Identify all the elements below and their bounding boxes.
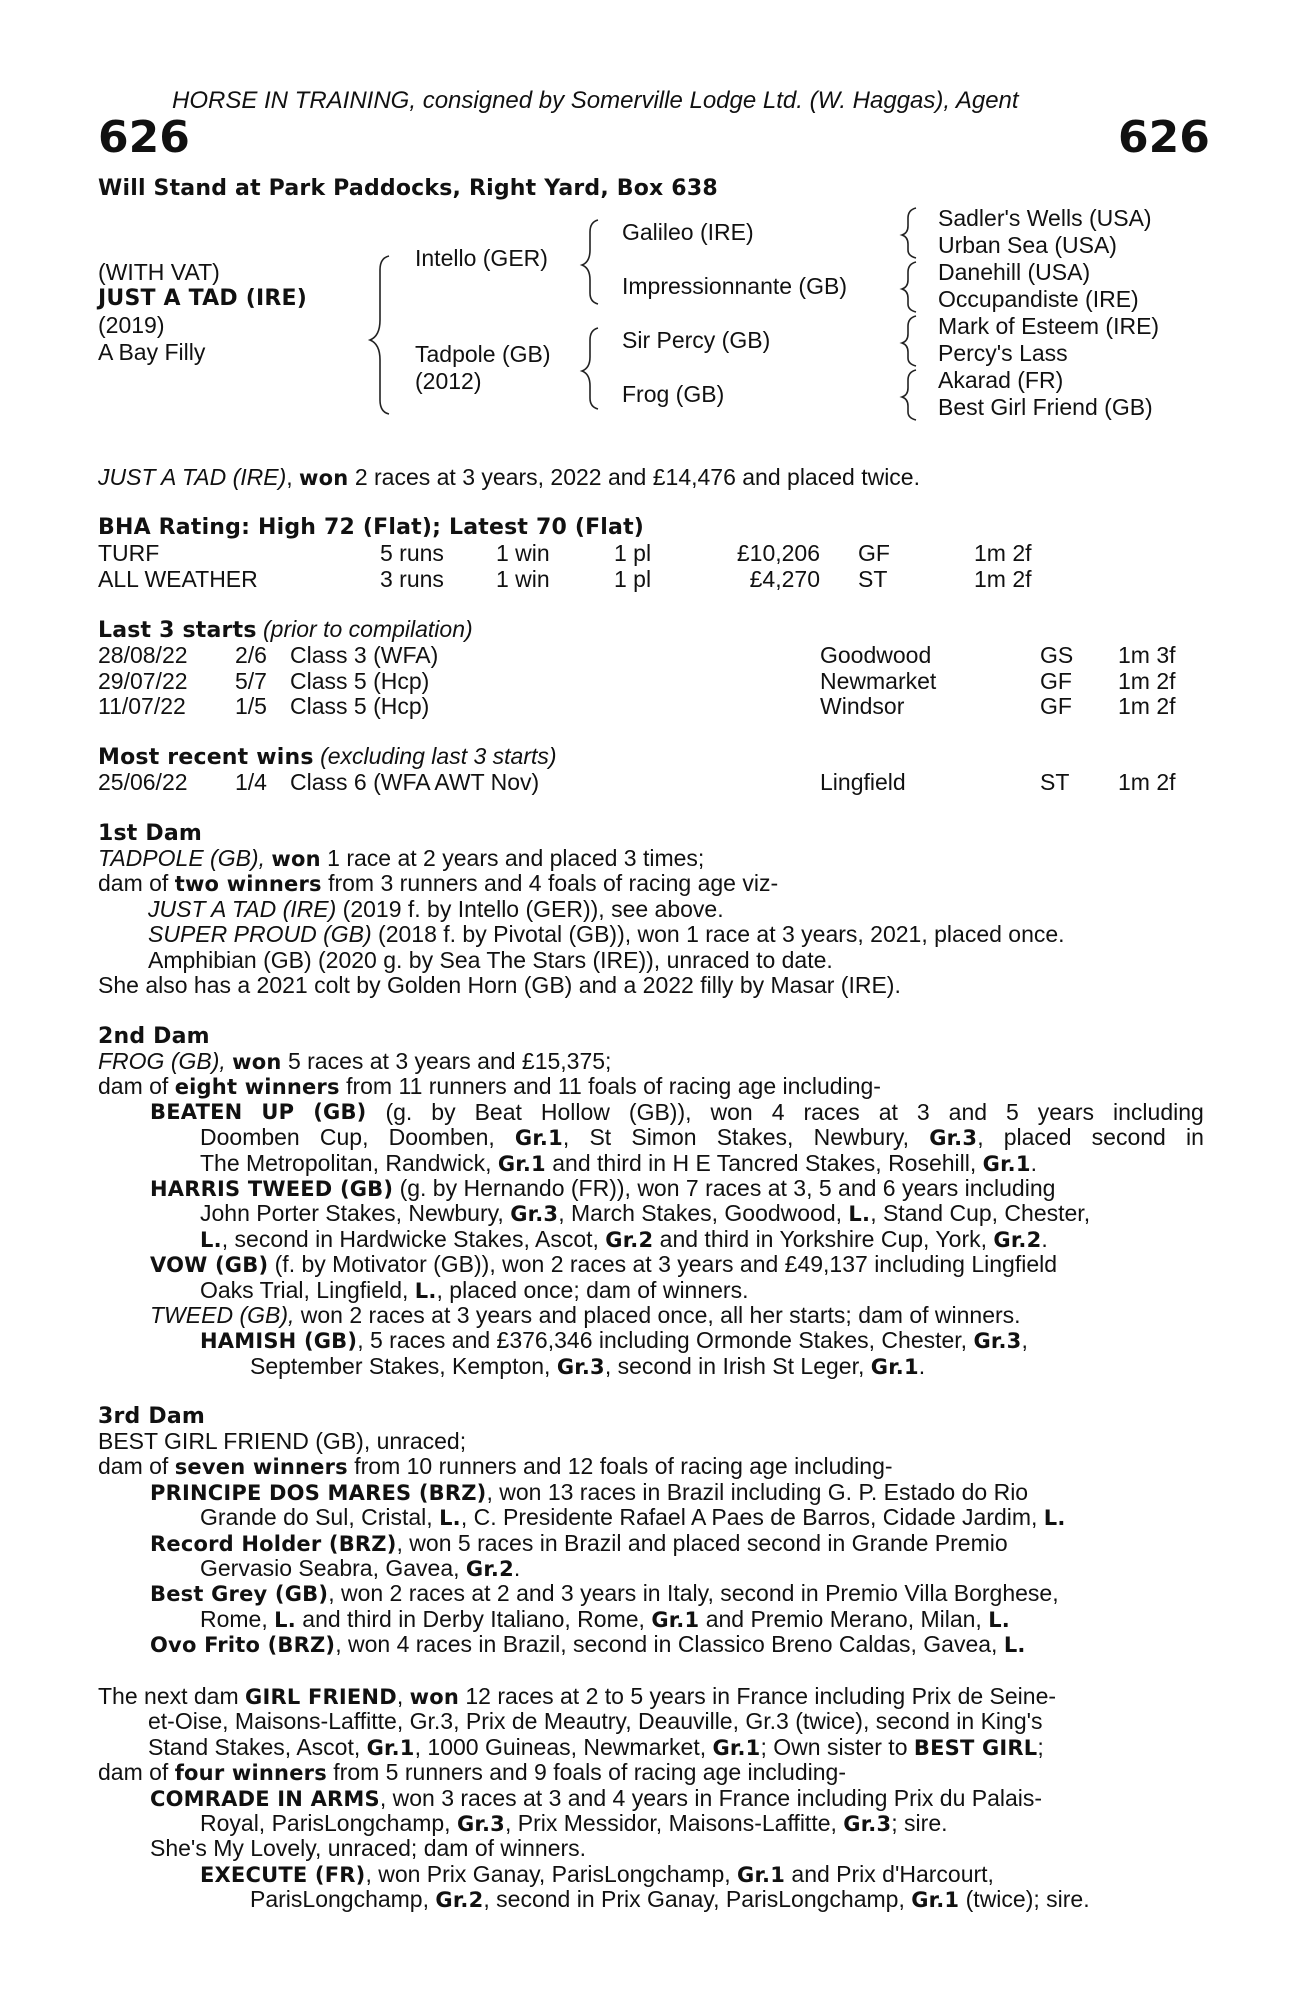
mare-name: TWEED (GB), bbox=[150, 1301, 295, 1328]
text: John Porter Stakes, Newbury, bbox=[200, 1200, 504, 1227]
sml-line bbox=[98, 1836, 1204, 1861]
start-date: 28/08/22 bbox=[98, 642, 188, 668]
start-position: 1/5 bbox=[235, 693, 267, 719]
text: , C. Presidente Rafael A Paes de Barros, Cidade Jardim, bbox=[460, 1504, 1038, 1531]
beaten-up-line bbox=[98, 1100, 1204, 1125]
horse-year: (2019) bbox=[98, 312, 165, 338]
vow-line bbox=[98, 1252, 1204, 1277]
offspring-name: SUPER PROUD (GB) bbox=[148, 921, 372, 948]
winner-name: BEATEN bbox=[150, 1099, 243, 1124]
rating-row bbox=[98, 541, 1058, 567]
win-going: ST bbox=[1040, 769, 1070, 795]
start-row bbox=[98, 669, 1198, 695]
rating-placed: 1 pl bbox=[614, 566, 652, 592]
principe-line bbox=[98, 1505, 1204, 1530]
summary-horse-name: JUST A TAD (IRE) bbox=[98, 464, 287, 490]
dam2-won: won bbox=[232, 1050, 282, 1074]
text: dam of bbox=[98, 1073, 169, 1100]
word: in bbox=[1186, 1124, 1204, 1151]
hamish-line bbox=[98, 1328, 1204, 1353]
word: Newbury, bbox=[813, 1124, 910, 1151]
tweed-line bbox=[98, 1303, 1204, 1328]
text: and Premio Merano, Milan, bbox=[705, 1605, 982, 1632]
grade: Gr.1 bbox=[737, 1862, 786, 1887]
win-row bbox=[98, 770, 1198, 796]
pedigree-ddd: Best Girl Friend (GB) bbox=[938, 394, 1153, 420]
word: and bbox=[948, 1098, 988, 1125]
word: Doomben, bbox=[388, 1124, 495, 1151]
winner-name: PRINCIPE DOS MARES (BRZ) bbox=[150, 1480, 487, 1505]
next-dam-line: The next dam GIRL FRIEND, won 12 races at 2 to 5 years in France including Prix de Seine- bbox=[98, 1683, 1057, 1709]
word: Beat bbox=[474, 1098, 522, 1125]
winner-name: Best Grey (GB) bbox=[150, 1582, 329, 1607]
dam1-record: 1 race at 2 years and placed 3 times; bbox=[327, 845, 705, 871]
vat-label: (WITH VAT) bbox=[98, 259, 220, 285]
text: She also has a 2021 colt by Golden Horn (GB) and a 2022 filly by Masar (IRE). bbox=[98, 971, 901, 998]
pedigree-dam-dam: Frog (GB) bbox=[622, 381, 725, 407]
dam1-offspring bbox=[98, 897, 1198, 922]
grade: L. bbox=[200, 1227, 222, 1252]
word: Simon bbox=[631, 1124, 697, 1151]
rating-runs: 5 runs bbox=[380, 540, 444, 566]
start-distance: 1m 2f bbox=[1118, 693, 1176, 719]
winner-name: HARRIS TWEED (GB) bbox=[150, 1176, 394, 1201]
word: 3 bbox=[916, 1098, 930, 1125]
start-race: Class 3 (WFA) bbox=[290, 642, 439, 668]
text: (twice); sire. bbox=[965, 1886, 1090, 1913]
word: St bbox=[589, 1124, 612, 1151]
text: September Stakes, Kempton, bbox=[250, 1352, 551, 1379]
dam3-heading: 3rd Dam bbox=[98, 1404, 205, 1429]
text: (g. by Hernando (FR)), won 7 races at 3, 5 and 6 years including bbox=[399, 1174, 1056, 1201]
rating-row bbox=[98, 567, 1058, 593]
text: , placed once; dam of winners. bbox=[436, 1276, 749, 1303]
harris-tweed-line bbox=[98, 1201, 1204, 1226]
pedigree-sire: Intello (GER) bbox=[415, 245, 548, 271]
word: including bbox=[1113, 1098, 1204, 1125]
pedigree-dss: Mark of Esteem (IRE) bbox=[938, 313, 1160, 339]
text: ; sire. bbox=[891, 1809, 948, 1836]
text: , second in Prix Ganay, ParisLongchamp, bbox=[483, 1886, 905, 1913]
dam3-line bbox=[98, 1454, 1204, 1479]
execute-line bbox=[98, 1887, 1204, 1912]
pedigree-sds: Danehill (USA) bbox=[938, 259, 1091, 285]
rating-title: BHA Rating: High 72 (Flat); Latest 70 (Flat) bbox=[98, 515, 645, 540]
word: 5 bbox=[1006, 1098, 1019, 1125]
consignment-line: HORSE IN TRAINING, consigned by Somerville Lodge Ltd. (W. Haggas), Agent bbox=[172, 87, 1019, 114]
dam2-section bbox=[98, 1049, 1204, 1379]
dam2-line bbox=[98, 1074, 1204, 1099]
grade: L. bbox=[1043, 1506, 1066, 1531]
start-going: GF bbox=[1040, 693, 1072, 719]
text: ; bbox=[1037, 1733, 1044, 1760]
text: dam of bbox=[98, 1453, 169, 1480]
winner-name: Ovo Frito (BRZ) bbox=[150, 1633, 336, 1658]
text: won 2 races at 3 years and placed once, all her starts; dam of winners. bbox=[300, 1301, 1021, 1328]
winners-count: four winners bbox=[174, 1761, 327, 1786]
pedigree-sss: Sadler's Wells (USA) bbox=[938, 205, 1152, 231]
pedigree-sire-dam: Impressionnante (GB) bbox=[622, 273, 847, 299]
text: and third in Derby Italiano, Rome, bbox=[302, 1605, 645, 1632]
horse-name: JUST A TAD (IRE) bbox=[98, 286, 307, 311]
grade: L. bbox=[414, 1278, 437, 1303]
text: Stand Stakes, Ascot, bbox=[148, 1733, 361, 1760]
pedigree-dam-year: (2012) bbox=[415, 368, 482, 394]
harris-tweed-line bbox=[98, 1176, 1204, 1201]
start-course: Newmarket bbox=[820, 668, 937, 694]
dam1-name: TADPOLE (GB), bbox=[98, 845, 265, 871]
lot-number-right: 626 bbox=[1118, 112, 1210, 163]
text: 12 races at 2 to 5 years in France including Prix de Seine- bbox=[465, 1683, 1057, 1709]
word: , bbox=[562, 1124, 570, 1151]
race-summary: JUST A TAD (IRE), won 2 races at 3 years, 2022 and £14,476 and placed twice. bbox=[98, 464, 920, 490]
dam1-won: won bbox=[271, 847, 321, 871]
grade: Gr.3 bbox=[510, 1202, 559, 1227]
text: dam of bbox=[98, 1759, 169, 1786]
text: . bbox=[1041, 1225, 1048, 1252]
offspring-record: (2018 f. by Pivotal (GB)), won 1 race at 3 years, 2021, placed once. bbox=[378, 921, 1065, 948]
word: Cup, bbox=[319, 1124, 369, 1151]
dam2-name: FROG (GB), bbox=[98, 1048, 226, 1074]
best-grey-line bbox=[98, 1607, 1204, 1632]
dam1-line bbox=[98, 871, 1198, 896]
start-distance: 1m 3f bbox=[1118, 642, 1176, 668]
next-dam-line bbox=[98, 1735, 1204, 1760]
text: , won 5 races in Brazil and placed second in Grande Premio bbox=[396, 1529, 1008, 1556]
text: , won 3 races at 3 and 4 years in France including Prix du Palais- bbox=[379, 1784, 1043, 1811]
last-starts-title: Last 3 starts bbox=[98, 618, 257, 643]
next-dam-line bbox=[98, 1760, 1204, 1785]
grade: Gr.1 bbox=[982, 1151, 1031, 1176]
rating-distance: 1m 2f bbox=[974, 540, 1032, 566]
hamish-line bbox=[98, 1354, 1204, 1379]
grade: Gr.2 bbox=[605, 1227, 654, 1252]
text: Rome, bbox=[200, 1605, 268, 1632]
text: , bbox=[1021, 1327, 1028, 1354]
winner-name: UP bbox=[261, 1099, 295, 1124]
record-holder-line bbox=[98, 1531, 1204, 1556]
start-race: Class 5 (Hcp) bbox=[290, 668, 430, 694]
summary-rest: 2 races at 3 years, 2022 and £14,476 and placed twice. bbox=[354, 464, 920, 490]
last-starts-note: (prior to compilation) bbox=[263, 616, 473, 642]
text: and Prix d'Harcourt, bbox=[791, 1860, 994, 1887]
start-distance: 1m 2f bbox=[1118, 668, 1176, 694]
comrade-line bbox=[98, 1811, 1204, 1836]
grade: Gr.3 bbox=[556, 1354, 605, 1379]
dam2-heading: 2nd Dam bbox=[98, 1024, 210, 1049]
dam2-line bbox=[98, 1049, 1204, 1074]
rating-going: GF bbox=[858, 540, 890, 566]
text: . bbox=[918, 1352, 926, 1379]
grade: Gr.1 bbox=[497, 1151, 546, 1176]
start-going: GS bbox=[1040, 642, 1074, 668]
dam1-line bbox=[98, 846, 1198, 871]
winner-name: VOW (GB) bbox=[150, 1253, 269, 1278]
dam1-also bbox=[98, 973, 1198, 998]
word: years bbox=[1037, 1098, 1095, 1125]
word: (g. bbox=[385, 1098, 413, 1125]
win-course: Lingfield bbox=[820, 769, 906, 795]
grade: L. bbox=[1003, 1633, 1026, 1658]
winner-name: (GB) bbox=[313, 1099, 367, 1124]
pedigree-dsd: Percy's Lass bbox=[938, 340, 1068, 366]
record-holder-line bbox=[98, 1556, 1204, 1581]
rating-surface: TURF bbox=[98, 540, 160, 566]
text: and third in H E Tancred Stakes, Rosehill, bbox=[552, 1149, 977, 1176]
rating-prize: £4,270 bbox=[749, 566, 820, 592]
grade: Gr.3 bbox=[973, 1329, 1022, 1354]
word: at bbox=[878, 1098, 898, 1125]
word: Doomben bbox=[200, 1124, 300, 1151]
dam1-offspring bbox=[98, 948, 1198, 973]
recent-wins-title: Most recent wins bbox=[98, 745, 314, 770]
harris-tweed-line bbox=[98, 1227, 1204, 1252]
start-position: 5/7 bbox=[235, 668, 267, 694]
win-position: 1/4 bbox=[235, 769, 267, 795]
recent-wins-heading bbox=[98, 744, 557, 770]
start-course: Windsor bbox=[820, 693, 905, 719]
won: won bbox=[409, 1685, 459, 1709]
winner-name: COMRADE IN ARMS bbox=[150, 1786, 380, 1811]
start-date: 11/07/22 bbox=[98, 693, 186, 719]
grade: Gr.1 bbox=[366, 1735, 415, 1760]
principe-line bbox=[98, 1480, 1204, 1505]
next-dam-line bbox=[98, 1709, 1204, 1734]
text: from 10 runners and 12 foals of racing age including- bbox=[354, 1453, 893, 1480]
text: from 5 runners and 9 foals of racing age including- bbox=[333, 1759, 846, 1786]
vow-line bbox=[98, 1278, 1204, 1303]
winner-name: EXECUTE (FR) bbox=[200, 1862, 366, 1887]
text: , 5 races and £376,346 including Ormonde Stakes, Chester, bbox=[357, 1327, 968, 1354]
text: (f. by Motivator (GB)), won 2 races at 3 years and £49,137 including Lingfield bbox=[274, 1251, 1058, 1278]
winners-count: eight winners bbox=[174, 1075, 340, 1100]
next-dam-section bbox=[98, 1684, 1204, 1913]
word: by bbox=[431, 1098, 456, 1125]
win-date: 25/06/22 bbox=[98, 769, 188, 795]
grade: Gr.3 bbox=[929, 1126, 978, 1151]
rating-surface: ALL WEATHER bbox=[98, 566, 258, 592]
grade: Gr.1 bbox=[514, 1126, 563, 1151]
start-position: 2/6 bbox=[235, 642, 267, 668]
text: Royal, ParisLongchamp, bbox=[200, 1809, 451, 1836]
pedigree-dam: Tadpole (GB) bbox=[415, 341, 551, 367]
word: 4 bbox=[771, 1098, 785, 1125]
word: second bbox=[1091, 1124, 1166, 1151]
text: , won 2 races at 2 and 3 years in Italy, second in Premio Villa Borghese, bbox=[328, 1580, 1059, 1607]
text: , won Prix Ganay, ParisLongchamp, bbox=[365, 1860, 731, 1887]
lot-number-left: 626 bbox=[98, 112, 190, 163]
dam2-record: 5 races at 3 years and £15,375; bbox=[287, 1048, 612, 1074]
grade: Gr.1 bbox=[651, 1607, 700, 1632]
start-race: Class 5 (Hcp) bbox=[290, 693, 430, 719]
start-row bbox=[98, 694, 1198, 720]
offspring-record: (2019 f. by Intello (GER)), see above. bbox=[342, 895, 724, 922]
text: . bbox=[513, 1554, 521, 1581]
win-distance: 1m 2f bbox=[1118, 769, 1176, 795]
grade: Gr.1 bbox=[870, 1354, 919, 1379]
text: , March Stakes, Goodwood, bbox=[558, 1200, 843, 1227]
grade: L. bbox=[439, 1506, 461, 1531]
word: Stakes, bbox=[716, 1124, 794, 1151]
ovo-frito-line bbox=[98, 1632, 1204, 1657]
text: Oaks Trial, Lingfield, bbox=[200, 1276, 409, 1303]
grade: Gr.3 bbox=[456, 1811, 505, 1836]
text: , 1000 Guineas, Newmarket, bbox=[414, 1733, 707, 1760]
word: placed bbox=[1003, 1124, 1072, 1151]
mare-name: BEST GIRL bbox=[913, 1735, 1038, 1760]
offspring-name: JUST A TAD (IRE) bbox=[148, 895, 337, 922]
text: ; Own sister to bbox=[760, 1733, 908, 1760]
grade: Gr.2 bbox=[465, 1556, 514, 1581]
pedigree-ssd: Urban Sea (USA) bbox=[938, 232, 1117, 258]
last-starts-heading bbox=[98, 617, 473, 643]
text: ParisLongchamp, bbox=[250, 1886, 429, 1913]
beaten-up-line bbox=[98, 1125, 1204, 1150]
grade: Gr.2 bbox=[993, 1227, 1042, 1252]
win-race: Class 6 (WFA AWT Nov) bbox=[290, 769, 540, 795]
rating-wins: 1 win bbox=[496, 566, 550, 592]
word: , bbox=[977, 1124, 984, 1151]
winners-count: seven winners bbox=[174, 1455, 348, 1480]
winners-count: two winners bbox=[174, 872, 322, 897]
comrade-line bbox=[98, 1786, 1204, 1811]
rating-wins: 1 win bbox=[496, 540, 550, 566]
text: , won 13 races in Brazil including G. P. Estado do Rio bbox=[486, 1478, 1029, 1505]
horse-description: A Bay Filly bbox=[98, 339, 206, 365]
text: The Metropolitan, Randwick, bbox=[200, 1149, 492, 1176]
grade: L. bbox=[988, 1607, 1010, 1632]
rating-prize: £10,206 bbox=[736, 540, 820, 566]
best-grey-line bbox=[98, 1581, 1204, 1606]
summary-won: won bbox=[299, 466, 349, 490]
dam1-offspring bbox=[98, 922, 1198, 947]
rating-going: ST bbox=[858, 566, 888, 592]
grade: L. bbox=[848, 1202, 871, 1227]
text: and third in Yorkshire Cup, York, bbox=[659, 1225, 987, 1252]
grade: Gr.1 bbox=[712, 1735, 761, 1760]
word: races bbox=[803, 1098, 860, 1125]
beaten-up-line bbox=[98, 1151, 1204, 1176]
dam3-line bbox=[98, 1429, 1204, 1454]
text: dam of bbox=[98, 870, 169, 897]
dam1-heading: 1st Dam bbox=[98, 821, 203, 846]
pedigree-dds: Akarad (FR) bbox=[938, 367, 1064, 393]
text: , won 4 races in Brazil, second in Classico Breno Caldas, Gavea, bbox=[335, 1631, 998, 1658]
winner-name: HAMISH (GB) bbox=[200, 1329, 358, 1354]
recent-wins-note: (excluding last 3 starts) bbox=[320, 743, 557, 769]
offspring-record: Amphibian (GB) (2020 g. by Sea The Stars (IRE)), unraced to date. bbox=[148, 946, 833, 973]
text: She's My Lovely, unraced; dam of winners. bbox=[150, 1835, 587, 1862]
grade: Gr.3 bbox=[843, 1811, 892, 1836]
text: The next dam bbox=[98, 1683, 239, 1709]
winner-name: Record Holder (BRZ) bbox=[150, 1531, 397, 1556]
text: from 11 runners and 11 foals of racing age including- bbox=[346, 1073, 881, 1100]
text: from 3 runners and 4 foals of racing age viz- bbox=[328, 870, 779, 897]
pedigree-dam-sire: Sir Percy (GB) bbox=[622, 327, 771, 353]
start-date: 29/07/22 bbox=[98, 668, 188, 694]
dam3-name: BEST GIRL FRIEND (GB), unraced; bbox=[98, 1428, 467, 1454]
dam1-section bbox=[98, 846, 1198, 998]
word: won bbox=[710, 1098, 753, 1125]
pedigree-sdd: Occupandiste (IRE) bbox=[938, 286, 1139, 312]
rating-distance: 1m 2f bbox=[974, 566, 1032, 592]
word: Hollow bbox=[540, 1098, 610, 1125]
text: Gervasio Seabra, Gavea, bbox=[200, 1554, 460, 1581]
dam3-section bbox=[98, 1429, 1204, 1658]
grade: Gr.1 bbox=[911, 1888, 960, 1913]
start-row bbox=[98, 643, 1198, 669]
execute-line bbox=[98, 1862, 1204, 1887]
word: (GB)), bbox=[628, 1098, 692, 1125]
text: , Prix Messidor, Maisons-Laffitte, bbox=[504, 1809, 837, 1836]
start-course: Goodwood bbox=[820, 642, 932, 668]
text: , Stand Cup, Chester, bbox=[870, 1200, 1091, 1227]
grade: L. bbox=[274, 1607, 296, 1632]
mare-name: GIRL FRIEND bbox=[245, 1685, 397, 1709]
rating-placed: 1 pl bbox=[614, 540, 652, 566]
grade: Gr.2 bbox=[435, 1888, 484, 1913]
text: Grande do Sul, Cristal, bbox=[200, 1504, 433, 1531]
text: , second in Irish St Leger, bbox=[604, 1352, 865, 1379]
start-going: GF bbox=[1040, 668, 1072, 694]
rating-runs: 3 runs bbox=[380, 566, 444, 592]
pedigree-sire-sire: Galileo (IRE) bbox=[622, 219, 754, 245]
text: , second in Hardwicke Stakes, Ascot, bbox=[221, 1225, 599, 1252]
text: . bbox=[1030, 1149, 1038, 1176]
stabling-line: Will Stand at Park Paddocks, Right Yard, Box 638 bbox=[98, 176, 718, 201]
text: et-Oise, Maisons-Laffitte, Gr.3, Prix de Meautry, Deauville, Gr.3 (twice), second in King's bbox=[148, 1708, 1043, 1735]
